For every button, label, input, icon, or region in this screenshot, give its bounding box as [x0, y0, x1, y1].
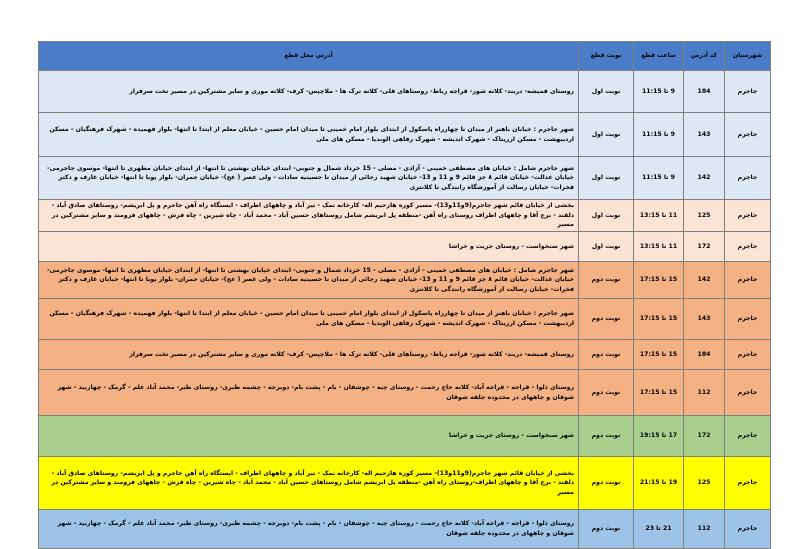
cell-address-code: 112 — [684, 510, 725, 549]
cell-outage-time: 11 تا 13:15 — [634, 232, 684, 262]
cell-outage-time: 17 تا 19:15 — [634, 416, 684, 457]
cell-outage-address: روستای قمیشه- دربند- کلاته شور- قراجه رباط- روستاهای قلی- کلاته ترک ها - ملاچپس- کرف- کلاته موری و سایر مشترکین در مسیر تخت سرفراز — [39, 71, 579, 113]
cell-address-code: 142 — [684, 262, 725, 299]
table-row — [39, 370, 771, 416]
cell-outage-time: 15 تا 17:15 — [634, 262, 684, 299]
cell-address-code: 143 — [684, 113, 725, 157]
table-row — [39, 200, 771, 232]
cell-outage-address: روستای قمیشه- دربند- کلاته شور- قراجه رباط- روستاهای قلی- کلاته ترک ها - ملاچپس- کرف- کلاته موری و سایر مشترکین در مسیر تخت سرفراز — [39, 340, 579, 370]
cell-city: جاجرم — [725, 232, 771, 262]
cell-outage-time: 9 تا 11:15 — [634, 71, 684, 113]
cell-outage-turn: نوبت اول — [579, 157, 634, 200]
table-row — [39, 232, 771, 262]
cell-outage-turn: نوبت دوم — [579, 340, 634, 370]
header-outage-time: ساعت قطع — [634, 42, 684, 71]
cell-outage-address: شهر جاجرم : خیابان باهنر از میدان تا چهارراه پاسکول از ابتدای بلوار امام خمینی تا میدان امام حسین - خیابان معلم از ابتدا تا انتها- بلوار فهمیده - شهرک فرهنگیان - مسکن اردیبهشت - مسکن ارزیتاک - شهرک اندیشه - شهرک رفاهی الوندیا - مسکن های ملی — [39, 113, 579, 157]
cell-outage-turn: نوبت اول — [579, 71, 634, 113]
cell-outage-address: شهر سنخواست - روستای جریت و خراشا — [39, 232, 579, 262]
header-city: شهرستان — [725, 42, 771, 71]
cell-address-code: 172 — [684, 232, 725, 262]
cell-outage-time: 11 تا 13:15 — [634, 200, 684, 232]
cell-outage-address: شهر سنخواست - روستای جریت و خراشا — [39, 416, 579, 457]
table-header-row — [39, 42, 771, 71]
cell-outage-turn: نوبت اول — [579, 113, 634, 157]
cell-outage-turn: نوبت دوم — [579, 262, 634, 299]
cell-outage-address: شهر جاجرم : خیابان باهنر از میدان تا چهارراه پاسکول از ابتدای بلوار امام خمینی تا میدان امام حسین - خیابان معلم از ابتدا تا انتها- بلوار فهمیده - شهرک فرهنگیان - مسکن اردیبهشت - مسکن ارزیتاک - شهرک اندیشه - شهرک رفاهی الوندیا - مسکن های ملی — [39, 299, 579, 340]
table-row — [39, 262, 771, 299]
cell-address-code: 143 — [684, 299, 725, 340]
cell-address-code: 142 — [684, 157, 725, 200]
cell-outage-turn: نوبت دوم — [579, 299, 634, 340]
cell-outage-turn: نوبت دوم — [579, 510, 634, 549]
cell-outage-address: شهر جاجرم شامل : خیابان های مصطفی خمینی - آزادی - مصلی - 15 خرداد شمال و جنوبی- ابتدای خیابان بهشتی تا انتها- از ابتدای خیابان مطهری تا انتها- موسوی جاجرمی- خیابان عدالت- خیابان قائم ۸ جز قائم 9 و 11 و 13- خیابان شهید رجائی از میدان تا حسینیه سادات - ولی عصر ( عج)- خیابان جمران- بلوار پویا تا انتها- خیابان عارف و دکتر فخرات- خیابان رسالت از آموزشگاه رانندگی تا کلانتری — [39, 262, 579, 299]
cell-outage-turn: نوبت اول — [579, 232, 634, 262]
table-body — [39, 71, 771, 549]
cell-outage-time: 15 تا 17:15 — [634, 370, 684, 416]
cell-outage-address: روستای ذلوا - قراجه - قراجه آباد- کلاته حاج رحمت - روستای چیه - چوشقان - بام - پشت بام- دوبرجه - چشمه طبری- روستای طبر- محمد آباد علم - گرمک - چهاربید - شهر شوقان و چاههای در محدوده چلقه شوقان — [39, 370, 579, 416]
outage-schedule-table — [38, 41, 771, 549]
cell-city: جاجرم — [725, 157, 771, 200]
table-row — [39, 299, 771, 340]
header-outage-address: آدرس محل قطع — [39, 42, 579, 71]
cell-city: جاجرم — [725, 299, 771, 340]
cell-city: جاجرم — [725, 113, 771, 157]
cell-address-code: 184 — [684, 71, 725, 113]
table-row — [39, 416, 771, 457]
table-row — [39, 113, 771, 157]
header-address-code: کد آدرس — [684, 42, 725, 71]
cell-address-code: 184 — [684, 340, 725, 370]
cell-address-code: 125 — [684, 457, 725, 510]
cell-outage-address: روستای ذلوا - قراجه - قراجه آباد- کلاته حاج رحمت - روستای چیه - چوشقان - بام - پشت بام- دوبرجه - چشمه طبری- روستای طبر- محمد آباد علم - گرمک - چهاربید - شهر شوقان و چاههای در محدوده چلقه شوقان — [39, 510, 579, 549]
cell-city: جاجرم — [725, 340, 771, 370]
cell-outage-time: 9 تا 11:15 — [634, 113, 684, 157]
cell-address-code: 125 — [684, 200, 725, 232]
cell-outage-address: شهر جاجرم شامل : خیابان های مصطفی خمینی - آزادی - مصلی - 15 خرداد شمال و جنوبی- ابتدای خیابان بهشتی تا انتها- از ابتدای خیابان مطهری تا انتها- موسوی جاجرمی- خیابان عدالت- خیابان قائم ۸ جز قائم 9 و 11 و 13- خیابان شهید رجائی از میدان تا حسینیه سادات - ولی عصر ( عج)- خیابان جمران- بلوار پویا تا انتها- خیابان عارف و دکتر فخرات- خیابان رسالت از آموزشگاه رانندگی تا کلانتری — [39, 157, 579, 200]
cell-city: جاجرم — [725, 262, 771, 299]
cell-outage-time: 15 تا 17:15 — [634, 340, 684, 370]
cell-outage-turn: نوبت دوم — [579, 416, 634, 457]
cell-address-code: 112 — [684, 370, 725, 416]
table-row — [39, 457, 771, 510]
table-row — [39, 510, 771, 549]
table-row — [39, 71, 771, 113]
cell-outage-time: 21 تا 23 — [634, 510, 684, 549]
header-outage-turn: نوبت قطع — [579, 42, 634, 71]
cell-city: جاجرم — [725, 510, 771, 549]
cell-outage-time: 15 تا 17:15 — [634, 299, 684, 340]
cell-city: جاجرم — [725, 370, 771, 416]
cell-outage-time: 19 تا 21:15 — [634, 457, 684, 510]
cell-city: جاجرم — [725, 71, 771, 113]
cell-city: جاجرم — [725, 200, 771, 232]
cell-outage-turn: نوبت اول — [579, 200, 634, 232]
cell-outage-turn: نوبت دوم — [579, 457, 634, 510]
table-row — [39, 157, 771, 200]
cell-city: جاجرم — [725, 416, 771, 457]
cell-outage-address: بخشی از خیابان قائم شهر جاجرم(9و11و13)- مسیر کوره هارحیم اله- کارخانه نمک - تیر آباد و چاههای اطراف - ایستگاه راه آهن جاجرم و پل ابریشم- روستاهای صادق آباد - دلقند - برج آقا و چاههای اطراف-روستای راه آهن -منطقه پل ابریشم شامل روستاهای حسین آباد - محمد آباد - چاه شیرین - چاه فرش - چاههای فرومند و سایر مشترکین در مسیر — [39, 457, 579, 510]
cell-city: جاجرم — [725, 457, 771, 510]
table-row — [39, 340, 771, 370]
cell-outage-address: بخشی از خیابان قائم شهر جاجرم(9و11و13)- مسیر کوره هارحیم اله- کارخانه نمک - تیر آباد و چاههای اطراف - ایستگاه راه آهن جاجرم و پل ابریشم- روستاهای صادق آباد - دلقند - برج آقا و چاههای اطراف روستای راه آهن -منطقه پل ابریشم شامل روستاهای حسین آباد - محمد آباد - چاه شیرین - چاه فرش - چاههای فرومند و سایر مشترکین در مسیر — [39, 200, 579, 232]
cell-address-code: 172 — [684, 416, 725, 457]
cell-outage-turn: نوبت دوم — [579, 370, 634, 416]
cell-outage-time: 9 تا 11:15 — [634, 157, 684, 200]
